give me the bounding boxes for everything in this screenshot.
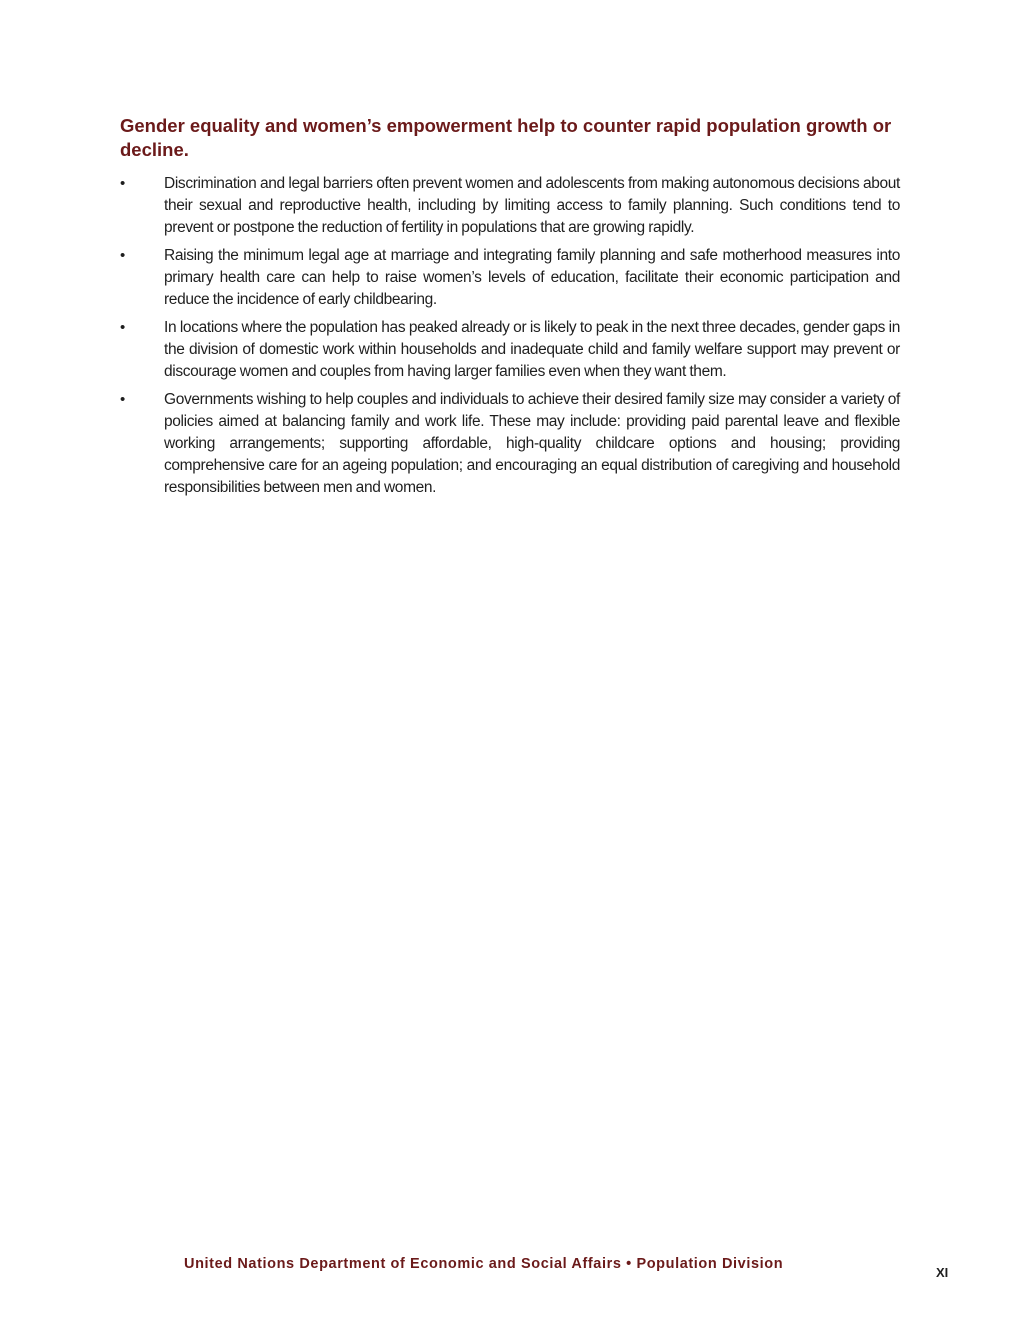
- bullet-icon: •: [120, 247, 125, 264]
- page-number: XI: [936, 1265, 949, 1280]
- bullet-icon: •: [120, 319, 125, 336]
- bullet-text: Discrimination and legal barriers often prevent women and adolescents from making autonomous decisions about their sexual and reproductive health, including by limiting access to family planning. Such conditions tend to prevent or postpone the reduction of fertility in populations that are growing rapidly.: [164, 175, 900, 236]
- bullet-text: Governments wishing to help couples and individuals to achieve their desired family size may consider a variety of policies aimed at balancing family and work life. These may include: providing paid parental leave and flexible working arrangements; supporting affordable, high-quality childcare options and housing; providing comprehensive care for an ageing population; and encouraging an equal distribution of caregiving and household responsibilities between men and women.: [164, 391, 900, 496]
- bullet-text: Raising the minimum legal age at marriage and integrating family planning and safe motherhood measures into primary health care can help to raise women’s levels of education, facilitate their economic participation and reduce the incidence of early childbearing.: [164, 247, 900, 308]
- list-item: [120, 317, 900, 383]
- bullet-icon: •: [120, 175, 125, 192]
- list-item: [120, 173, 900, 239]
- bullet-text: In locations where the population has peaked already or is likely to peak in the next three decades, gender gaps in the division of domestic work within households and inadequate child and family welfare support may prevent or discourage women and couples from having larger families even when they want them.: [164, 319, 900, 380]
- list-item: [120, 245, 900, 311]
- section-heading: Gender equality and women’s empowerment help to counter rapid population growth or decline.: [120, 115, 892, 160]
- bullet-list: [120, 173, 900, 505]
- bullet-icon: •: [120, 391, 125, 408]
- page-footer: United Nations Department of Economic and Social Affairs • Population Division: [184, 1256, 784, 1272]
- list-item: [120, 389, 900, 499]
